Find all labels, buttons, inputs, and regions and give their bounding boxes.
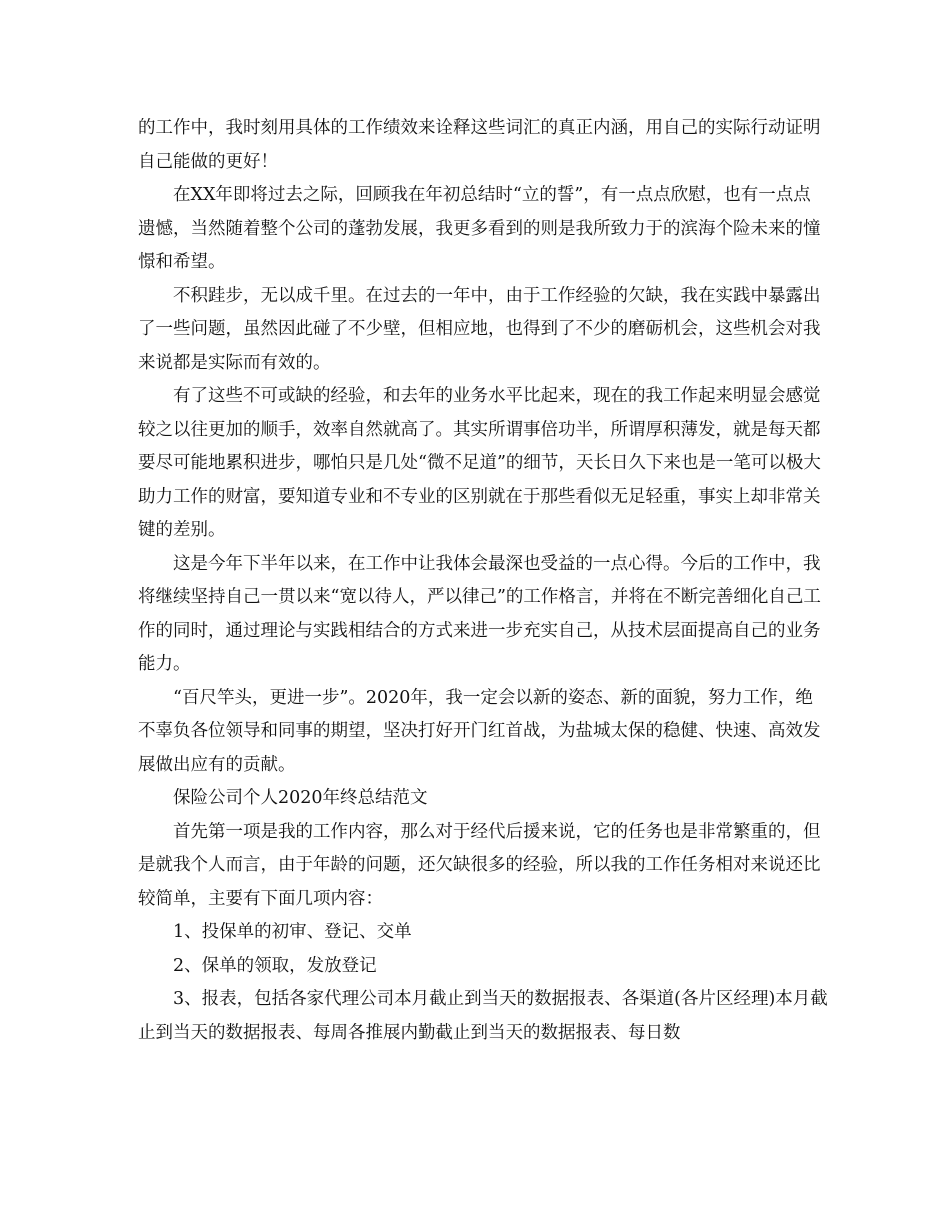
section-heading: 保险公司个人2020年终总结范文 (173, 788, 428, 808)
paragraph: 在XX年即将过去之际，回顾我在年初总结时“立的誓”，有一点点欣慰，也有一点点遗憾，当然随着整个公司的蓬勃发展，我更多看到的则是我所致力于的滨海个险未来的憧憬和希望。 (138, 185, 821, 272)
paragraph: 不积跬步，无以成千里。在过去的一年中，由于工作经验的欠缺，我在实践中暴露出了一些问题，虽然因此碰了不少壁，但相应地，也得到了不少的磨砺机会，这些机会对我来说都是实际而有效的。 (138, 285, 821, 373)
paragraph: 有了这些不可或缺的经验，和去年的业务水平比起来，现在的我工作起来明显会感觉较之以往更加的顺手，效率自然就高了。其实所谓事倍功半，所谓厚积薄发，就是每天都要尽可能地累积进步，哪怕只是几处“微不足道”的细节，天长日久下来也是一笔可以极大助力工作的财富，要知道专业和不专业的区别就在于那些看似无足轻重，事实上却非常关键的差别。 (138, 386, 821, 540)
paragraph: 首先第一项是我的工作内容，那么对于经代后援来说，它的任务也是非常繁重的，但是就我个人而言，由于年龄的问题，还欠缺很多的经验，所以我的工作任务相对来说还比较简单，主要有下面几项内容： (138, 821, 821, 909)
list-item: 1、投保单的初审、登记、交单 (173, 922, 412, 942)
paragraph-continuation: 的工作中，我时刻用具体的工作绩效来诠释这些词汇的真正内涵，用自己的实际行动证明自己能做的更好！ (138, 118, 821, 172)
document-body (138, 112, 828, 1050)
paragraph: “百尺竿头，更进一步”。2020年，我一定会以新的姿态、新的面貌，努力工作，绝不辜负各位领导和同事的期望，坚决打好开门红首战，为盐城太保的稳健、快速、高效发展做出应有的贡献。 (138, 687, 821, 775)
list-item: 3、报表，包括各家代理公司本月截止到当天的数据报表、各渠道(各片区经理)本月截止到当天的数据报表、每周各推展内勤截止到当天的数据报表、每日数 (138, 989, 828, 1043)
paragraph: 这是今年下半年以来，在工作中让我体会最深也受益的一点心得。今后的工作中，我将继续坚持自己一贯以来“宽以待人，严以律己”的工作格言，并将在不断完善细化自己工作的同时，通过理论与实践相结合的方式来进一步充实自己，从技术层面提高自己的业务能力。 (138, 553, 821, 674)
list-item: 2、保单的领取，发放登记 (173, 955, 377, 976)
